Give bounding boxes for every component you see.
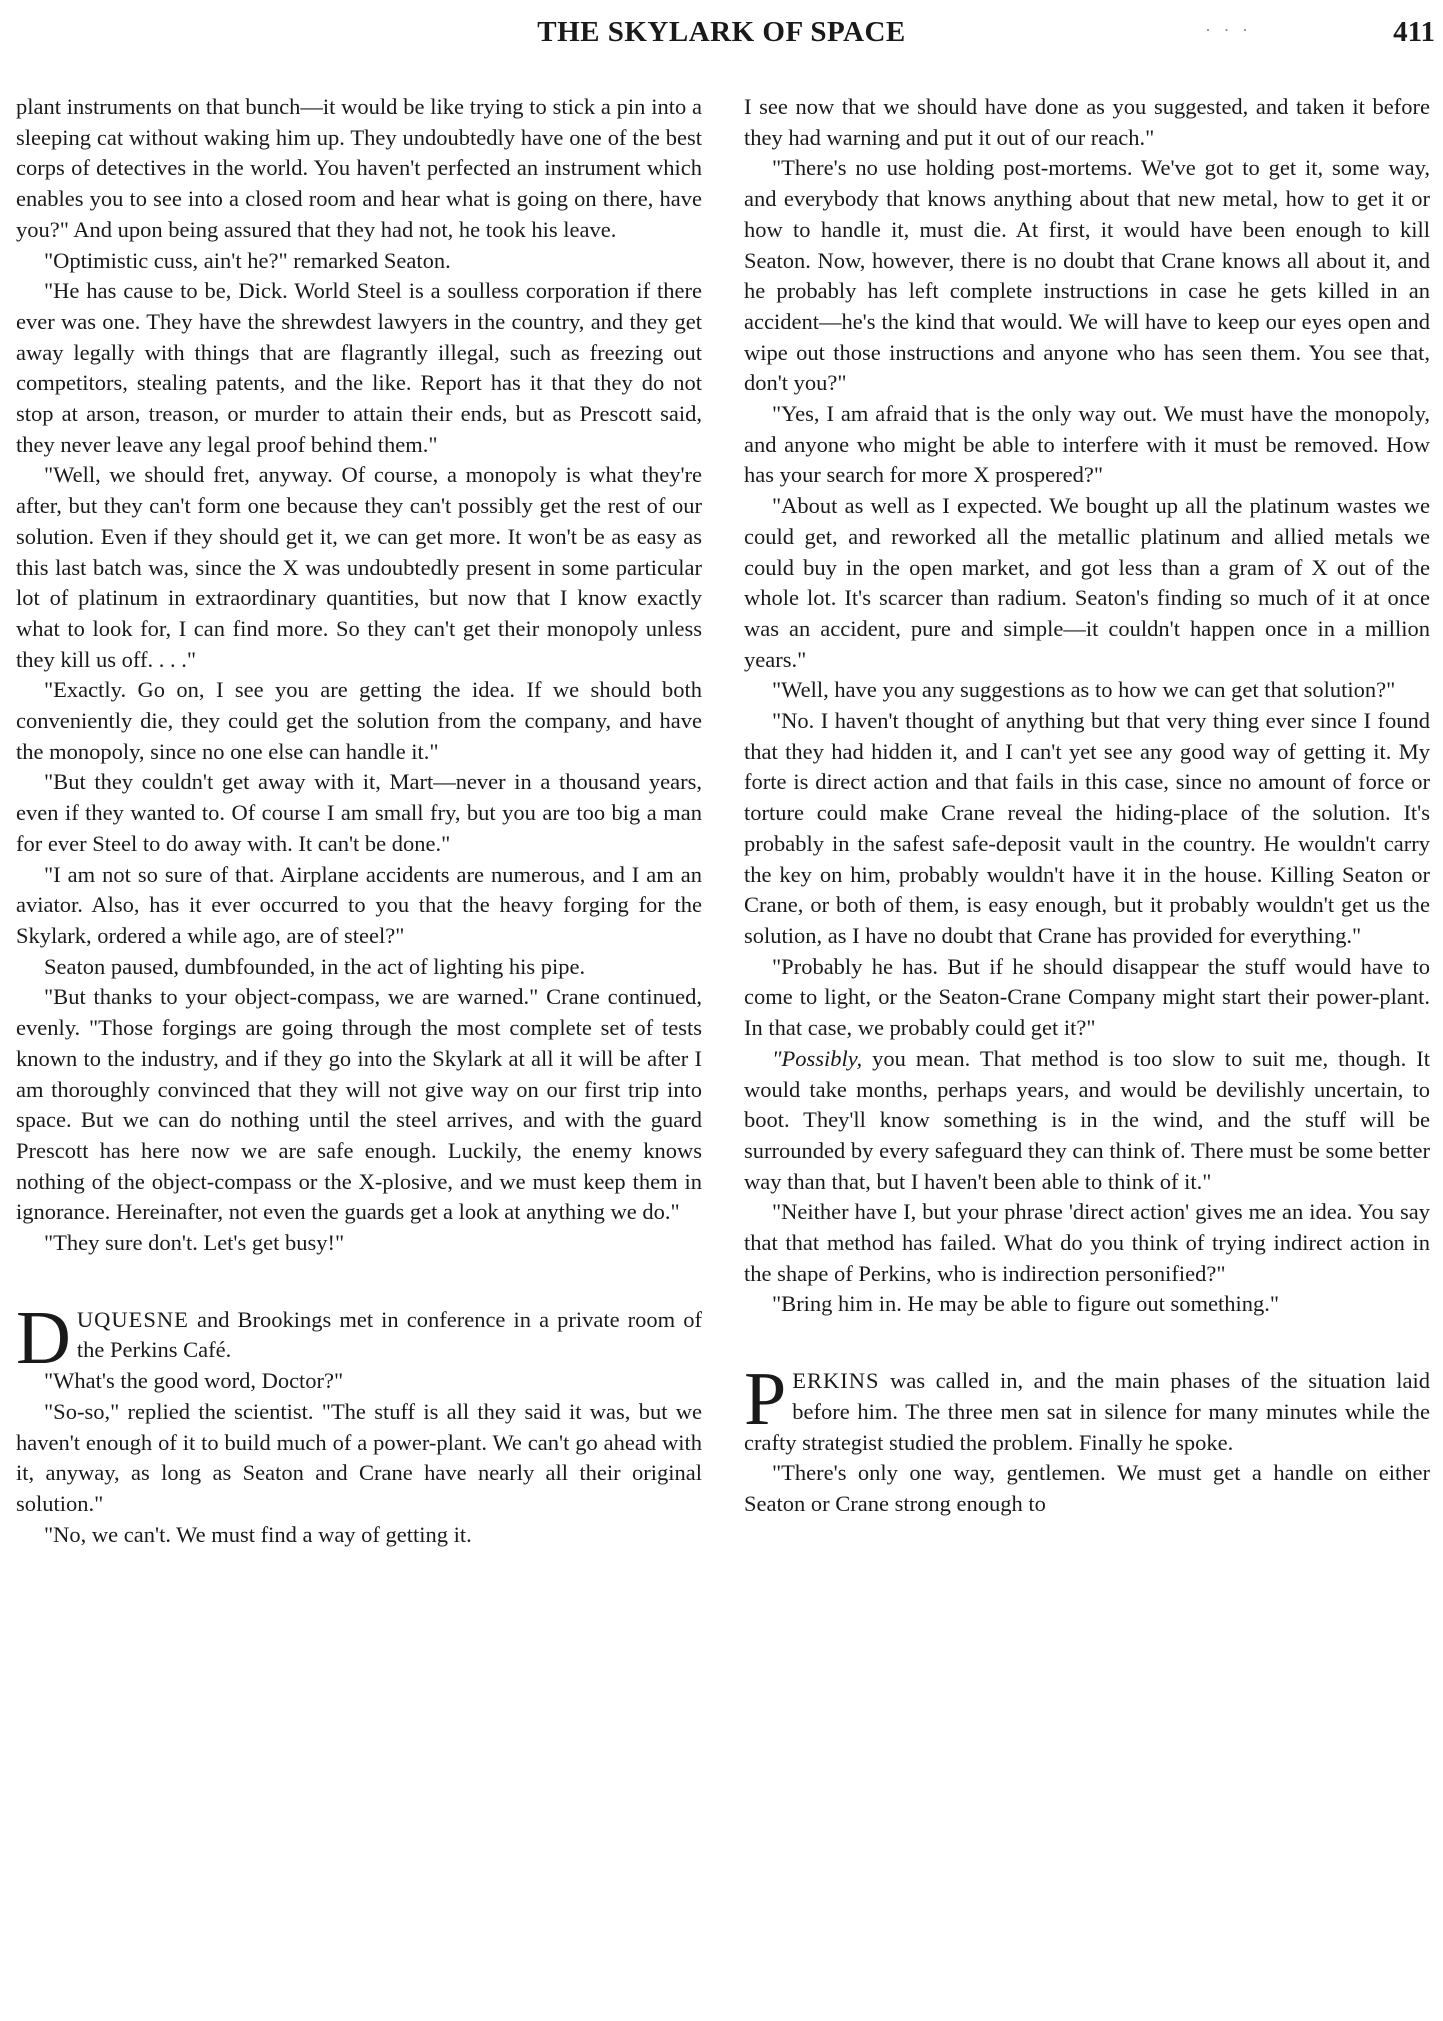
paragraph: "So-so," replied the scientist. "The stuff is all they said it was, but we haven't enough of it to build much of a power-plant. We can't go ahead with it, anyway, as long as Seaton and Crane have nearly all their original solution." xyxy=(16,1398,702,1516)
paragraph: "No, we can't. We must find a way of getting it. xyxy=(44,1521,472,1547)
section-opening-paragraph xyxy=(16,1295,702,1380)
drop-cap: D xyxy=(16,1295,71,1380)
paragraph: "But they couldn't get away with it, Mart—never in a thousand years, even if they wanted to. Of course I am small fry, but you are too big a man for ever Steel to do away with. It can't be done." xyxy=(16,769,702,856)
paragraph: "There's no use holding post-mortems. We've got to get it, some way, and everybody that knows anything about that new metal, how to get it or how to handle it, must die. At first, it would have been enough to kill Seaton. Now, however, there is no doubt that Crane knows all about it, and he probably has left complete instructions in case he gets killed in an accident—he's the kind that would. We will have to keep our eyes open and wipe out those instructions and anyone who has seen them. You see that, don't you?" xyxy=(744,155,1430,396)
paragraph-text: was called in, and the main phases of the situation laid before him. The three men sat in silence for many minutes while the crafty strategist studied the problem. Finally he spoke. xyxy=(744,1368,1430,1455)
lead-word: ERKINS xyxy=(792,1368,880,1394)
paragraph xyxy=(744,1044,1430,1198)
paragraph: "They sure don't. Let's get busy!" xyxy=(44,1230,345,1256)
paragraph: "Well, have you any suggestions as to how we can get that solution?" xyxy=(772,677,1396,703)
section-opening-paragraph xyxy=(744,1357,1430,1458)
lead-word: UQUESNE xyxy=(76,1306,189,1332)
header-dots: · · · xyxy=(1205,20,1252,40)
paragraph: Seaton paused, dumbfounded, in the act of lighting his pipe. xyxy=(44,953,586,979)
paragraph: I see now that we should have done as you suggested, and taken it before they had warning and put it out of our reach." xyxy=(744,94,1430,150)
paragraph-text: you mean. That method is too slow to suit me, though. It would take months, perhaps years, and would be devilishly uncertain, to boot. They'll know something is in the wind, and the stuff will be surrounded by every safeguard they can think of. There must be some better way than that, but I haven't been able to think of it." xyxy=(744,1045,1430,1194)
paragraph: "He has cause to be, Dick. World Steel is a soulless corporation if there ever was one. They have the shrewdest lawyers in the country, and they get away legally with things that are flagrantly illegal, such as freezing out competitors, stealing patents, and the like. Report has it that they do not stop at arson, treason, or murder to attain their ends, but as Prescott said, they never leave any legal proof behind them." xyxy=(16,278,702,457)
paragraph: "Optimistic cuss, ain't he?" remarked Seaton. xyxy=(44,247,451,273)
left-column xyxy=(16,92,702,2017)
page-header xyxy=(0,14,1443,58)
paragraph-text: and Brookings met in conference in a private room of the Perkins Café. xyxy=(76,1306,702,1363)
paragraph: "Bring him in. He may be able to figure out something." xyxy=(772,1291,1280,1317)
paragraph: "Well, we should fret, anyway. Of course, a monopoly is what they're after, but they can't form one because they can't possibly get the rest of our solution. Even if they should get it, we can get more. It won't be as easy as this last batch was, since the X was undoubtedly present in some particular lot of platinum in extraordinary quantities, but now that I know exactly what to look for, I can find more. So they can't get their monopoly unless they kill us off. . . ." xyxy=(16,462,702,672)
drop-cap: P xyxy=(744,1357,787,1442)
italic-word: "Possibly, xyxy=(772,1045,863,1071)
paragraph: "Probably he has. But if he should disappear the stuff would have to come to light, or the Seaton-Crane Company might start their power-plant. In that case, we probably could get it?" xyxy=(744,953,1430,1041)
paragraph: "But thanks to your object-compass, we are warned." Crane continued, evenly. "Those forgings are going through the most complete set of tests known to the industry, and if they go into the Skylark at all it will be after I am thoroughly convinced that they will not give way on our first trip into space. But we can do nothing until the steel arrives, and with the guard Prescott has here now we are safe enough. Luckily, the enemy knows nothing of the object-compass or the X-plosive, and we must keep them in ignorance. Hereinafter, not even the guards get a look at anything we do." xyxy=(16,984,702,1225)
paragraph: "I am not so sure of that. Airplane accidents are numerous, and I am an aviator. Also, has it ever occurred to you that the heavy forging for the Skylark, ordered a while ago, are of steel?" xyxy=(16,861,702,948)
paragraph: "Neither have I, but your phrase 'direct action' gives me an idea. You say that that method has failed. What do you think of trying indirect action in the shape of Perkins, who is indirection personified?" xyxy=(744,1199,1430,1286)
paragraph: plant instruments on that bunch—it would be like trying to stick a pin into a sleeping cat without waking him up. They undoubtedly have one of the best corps of detectives in the world. You haven't perfected an instrument which enables you to see into a closed room and hear what is going on there, have you?" And upon being assured that they had not, he took his leave. xyxy=(16,94,702,242)
paragraph: "There's only one way, gentlemen. We must get a handle on either Seaton or Crane strong enough to xyxy=(744,1460,1430,1516)
paragraph: "Yes, I am afraid that is the only way out. We must have the monopoly, and anyone who might be able to interfere with it must be removed. How has your search for more X prospered?" xyxy=(744,401,1430,488)
paragraph: "What's the good word, Doctor?" xyxy=(44,1368,344,1394)
paragraph: "Exactly. Go on, I see you are getting the idea. If we should both conveniently die, they could get the solution from the company, and have the monopoly, since no one else can handle it." xyxy=(16,677,702,764)
page-number: 411 xyxy=(1393,16,1435,48)
right-column xyxy=(744,92,1430,2017)
running-title: THE SKYLARK OF SPACE xyxy=(537,16,906,48)
paragraph: "About as well as I expected. We bought up all the platinum wastes we could get, and reworked all the metallic platinum and allied metals we could buy in the open market, and got less than a gram of X out of the whole lot. It's scarcer than radium. Seaton's finding so much of it at once was an accident, pure and simple—it couldn't happen once in a million years." xyxy=(744,493,1430,672)
paragraph: "No. I haven't thought of anything but that very thing ever since I found that they had hidden it, and I can't yet see any good way of getting it. My forte is direct action and that fails in this case, since no amount of force or torture could make Crane reveal the hiding-place of the solution. It's probably in the safest safe-deposit vault in the country. He wouldn't carry the key on him, probably wouldn't have it in the house. Killing Seaton or Crane, or both of them, is easy enough, but it probably wouldn't get us the solution, as I have no doubt that Crane has provided for everything." xyxy=(744,708,1430,948)
